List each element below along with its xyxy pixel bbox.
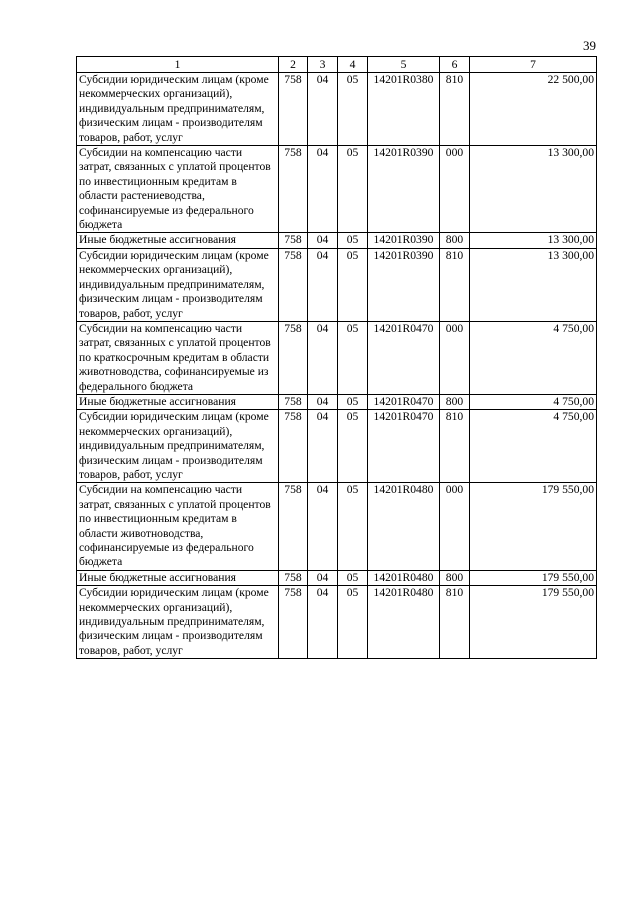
table-row (77, 321, 597, 394)
column-header: 5 (368, 57, 440, 73)
row-amount: 13 300,00 (470, 233, 597, 248)
row-name: Иные бюджетные ассигнования (77, 233, 279, 248)
row-name: Субсидии на компенсацию части затрат, связанных с уплатой процентов по инвестиционным кредитам в области животноводства, софинансируемые из федерального бюджета (77, 483, 279, 570)
row-code-2: 758 (279, 233, 308, 248)
row-amount: 13 300,00 (470, 248, 597, 321)
table-row (77, 233, 597, 248)
column-header: 2 (279, 57, 308, 73)
row-code-6: 000 (440, 483, 470, 570)
column-header: 4 (338, 57, 368, 73)
row-code-5: 14201R0390 (368, 233, 440, 248)
row-code-5: 14201R0480 (368, 570, 440, 585)
row-code-3: 04 (308, 233, 338, 248)
table-row (77, 394, 597, 409)
row-code-6: 810 (440, 410, 470, 483)
row-code-3: 04 (308, 321, 338, 394)
column-header: 1 (77, 57, 279, 73)
row-code-3: 04 (308, 570, 338, 585)
row-code-2: 758 (279, 321, 308, 394)
row-code-4: 05 (338, 73, 368, 146)
page-number: 39 (583, 38, 596, 53)
row-code-5: 14201R0390 (368, 248, 440, 321)
row-code-3: 04 (308, 394, 338, 409)
row-code-6: 000 (440, 146, 470, 233)
row-code-5: 14201R0470 (368, 394, 440, 409)
row-code-2: 758 (279, 483, 308, 570)
row-code-5: 14201R0480 (368, 483, 440, 570)
row-code-5: 14201R0470 (368, 321, 440, 394)
row-code-2: 758 (279, 394, 308, 409)
row-code-6: 810 (440, 586, 470, 659)
row-code-5: 14201R0480 (368, 586, 440, 659)
row-code-6: 800 (440, 233, 470, 248)
row-code-3: 04 (308, 73, 338, 146)
row-code-6: 800 (440, 394, 470, 409)
budget-table (76, 56, 597, 659)
row-amount: 179 550,00 (470, 570, 597, 585)
row-code-2: 758 (279, 73, 308, 146)
row-code-2: 758 (279, 586, 308, 659)
row-code-3: 04 (308, 586, 338, 659)
row-code-3: 04 (308, 146, 338, 233)
row-name: Субсидии юридическим лицам (кроме некоммерческих организаций), индивидуальным предпринимателям, физическим лицам - производителям товаров, работ, услуг (77, 586, 279, 659)
table-row (77, 248, 597, 321)
table-row (77, 73, 597, 146)
row-code-4: 05 (338, 410, 368, 483)
row-name: Субсидии юридическим лицам (кроме некоммерческих организаций), индивидуальным предпринимателям, физическим лицам - производителям товаров, работ, услуг (77, 248, 279, 321)
row-code-4: 05 (338, 483, 368, 570)
row-code-6: 800 (440, 570, 470, 585)
row-amount: 22 500,00 (470, 73, 597, 146)
row-code-2: 758 (279, 570, 308, 585)
row-code-5: 14201R0380 (368, 73, 440, 146)
row-code-2: 758 (279, 410, 308, 483)
table-row (77, 586, 597, 659)
row-name: Субсидии юридическим лицам (кроме некоммерческих организаций), индивидуальным предпринимателям, физическим лицам - производителям товаров, работ, услуг (77, 73, 279, 146)
row-name: Субсидии на компенсацию части затрат, связанных с уплатой процентов по краткосрочным кредитам в области животноводства, софинансируемые из федерального бюджета (77, 321, 279, 394)
row-code-2: 758 (279, 248, 308, 321)
row-code-6: 000 (440, 321, 470, 394)
row-code-5: 14201R0470 (368, 410, 440, 483)
row-amount: 13 300,00 (470, 146, 597, 233)
row-code-3: 04 (308, 410, 338, 483)
row-code-3: 04 (308, 248, 338, 321)
row-code-4: 05 (338, 586, 368, 659)
row-code-4: 05 (338, 248, 368, 321)
column-header: 7 (470, 57, 597, 73)
row-name: Субсидии юридическим лицам (кроме некоммерческих организаций), индивидуальным предпринимателям, физическим лицам - производителям товаров, работ, услуг (77, 410, 279, 483)
table-row (77, 483, 597, 570)
row-name: Иные бюджетные ассигнования (77, 570, 279, 585)
row-code-2: 758 (279, 146, 308, 233)
row-amount: 4 750,00 (470, 321, 597, 394)
row-amount: 4 750,00 (470, 394, 597, 409)
column-header: 3 (308, 57, 338, 73)
row-amount: 179 550,00 (470, 586, 597, 659)
row-code-4: 05 (338, 394, 368, 409)
row-code-4: 05 (338, 570, 368, 585)
row-code-4: 05 (338, 146, 368, 233)
column-header: 6 (440, 57, 470, 73)
row-name: Субсидии на компенсацию части затрат, связанных с уплатой процентов по инвестиционным кредитам в области растениеводства, софинансируемые из федерального бюджета (77, 146, 279, 233)
row-amount: 179 550,00 (470, 483, 597, 570)
row-name: Иные бюджетные ассигнования (77, 394, 279, 409)
row-code-5: 14201R0390 (368, 146, 440, 233)
row-amount: 4 750,00 (470, 410, 597, 483)
row-code-6: 810 (440, 248, 470, 321)
row-code-3: 04 (308, 483, 338, 570)
row-code-4: 05 (338, 321, 368, 394)
row-code-6: 810 (440, 73, 470, 146)
table-row (77, 410, 597, 483)
table-row (77, 146, 597, 233)
table-header-row (77, 57, 597, 73)
row-code-4: 05 (338, 233, 368, 248)
table-row (77, 570, 597, 585)
